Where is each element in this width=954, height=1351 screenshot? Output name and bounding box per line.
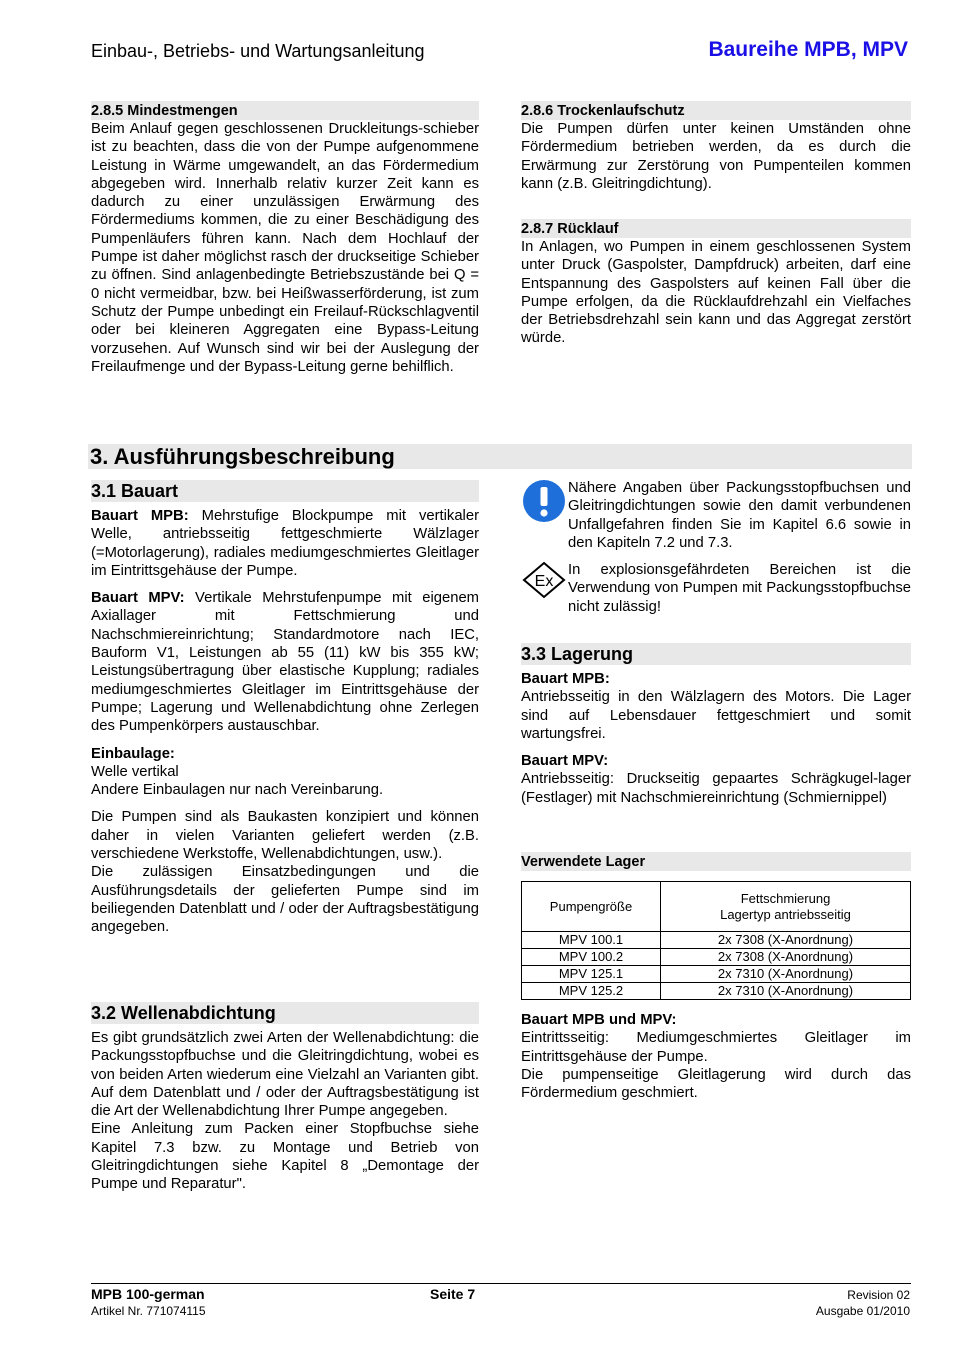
section-3-3 (521, 643, 911, 807)
paragraph-einbaulage (91, 745, 479, 800)
bearings-table (521, 881, 911, 1000)
exclamation-icon (521, 479, 567, 525)
section-heading: 2.8.5 Mindestmengen (91, 101, 479, 120)
text: Eintrittsseitig: Mediumgeschmiertes Gleitlager im Eintrittsgehäuse der Pumpe. (521, 1030, 911, 1065)
header-cell (661, 882, 911, 932)
explosion-protection-icon (521, 561, 567, 607)
paragraph: In Anlagen, wo Pumpen in einem geschlossenen System unter Druck (Gaspolster, Dampfdruck) arbeiten, darf eine Entspannung des Gaspolsters auf keinen Fall über die Pumpe erfolgen, da die Rücklaufdrehzahl ein Vielfaches der Betriebsdrehzahl sein kann und das Aggregat zerstört würde. (521, 239, 911, 347)
table-header-row (522, 882, 911, 932)
section-mpb-mpv (521, 1011, 911, 1102)
text: Mehrstufige Blockpumpe mit vertikaler Welle, antriebsseitig fettgeschmierte Wälzlager (=Motorlagerung), radiales mediumgeschmiertes Gleitlager im Eintrittsgehäuse der Pumpe. (91, 508, 479, 579)
ex-text: In explosionsgefährdeten Bereichen ist die Verwendung von Pumpen mit Packungsstopfbuchse nicht zulässig! (568, 562, 911, 615)
paragraph-mpv (91, 589, 479, 735)
paragraph-mpv (521, 752, 911, 807)
section-heading: Verwendete Lager (521, 852, 911, 871)
section-2-8-5 (91, 101, 479, 376)
label: Bauart MPB: (91, 508, 189, 524)
footer-doc-name: MPB 100-german (91, 1286, 205, 1302)
paragraph-mpb (521, 670, 911, 743)
table-row (522, 932, 911, 949)
label: Bauart MPB: (521, 671, 610, 687)
table-cell: MPV 100.2 (522, 949, 661, 966)
paragraph-mpb (91, 507, 479, 580)
header-line: Lagertyp antriebsseitig (720, 906, 851, 922)
series-title: Baureihe MPB, MPV (708, 38, 908, 61)
paragraph: Es gibt grundsätzlich zwei Arten der Wellenabdichtung: die Packungsstopfbuchse und die Gleitringdichtung, wobei es von beiden Arten wiederum eine Vielzahl an Varianten gibt. Auf dem Datenblatt und / oder der Auftragsbestätigung ist die Art der Wellenabdichtung Ihrer Pumpe angegeben. (91, 1030, 479, 1120)
label: Bauart MPV: (521, 753, 609, 770)
warning-text: Nähere Angaben über Packungsstopfbuchsen und Gleitringdichtungen sowie den damit verbundenen Unfallgefahren finden Sie im Kapitel 6.6 sowie in den Kapiteln 7.2 und 7.3. (568, 480, 911, 551)
header-line: Fettschmierung (740, 890, 831, 906)
table-cell: MPV 100.1 (522, 932, 661, 949)
paragraph: Beim Anlauf gegen geschlossenen Druckleitungs-schieber ist zu beachten, dass die von der Pumpe aufgenommene Leistung in Wärme umgewandelt, an das Fördermedium abgegeben wird. Innerhalb relativ kurzer Zeit kann es dadurch zu einer unzulässigen Erwärmung des Fördermediums kommen, die zu einer Beschädigung des Pumpenläufers führen kann. Nach dem Hochlauf der Pumpe ist daher möglichst rasch der druckseitige Schieber zu öffnen. Sind anlagenbedingte Betriebszustände bei Q = 0 nicht vermeidbar, bzw. bei Heißwasserförderung, ist zum Schutz der Pumpe unbedingt ein Freilauf-Rückschlagventil oder bei kleineren Aggregaten eine Bypass-Leitung vorzusehen. Auf Wunsch sind wir bei der Auslegung der Freilaufmenge und der Bypass-Leitung gerne behilflich. (91, 121, 479, 375)
table-row (522, 983, 911, 1000)
text: Antriebsseitig: Druckseitig gepaartes Schrägkugel-lager (Festlager) mit Nachschmiereinrichtung (Schmiernippel) (521, 771, 911, 806)
section-2-8-7 (521, 219, 911, 348)
text: Antriebsseitig in den Wälzlagern des Motors. Die Lager sind auf Lebensdauer fettgeschmiert und somit wartungsfrei. (521, 689, 911, 742)
section-3-1 (91, 480, 479, 937)
text: Vertikale Mehrstufenpumpe mit eigenem Axiallager mit Fettschmierung und Nachschmiereinrichtung; Standardmotore nach IEC, Bauform V1, Leistungen ab 55 (11) kW bis 355 kW; Leistungsübertragung über elastische Kupplung; radiales mediumgeschmiertes Gleitlager im Eintrittsgehäuse der Pumpe; Lagerung und Wellenabdichtung ohne Zerlegen des Pumpenkörpers austauschbar. (91, 590, 480, 735)
label: Bauart MPB und MPV: (521, 1012, 677, 1028)
label: Einbaulage: (91, 745, 175, 762)
paragraph-bedingungen: Die zulässigen Einsatzbedingungen und die Ausführungsdetails der gelieferten Pumpe sind im beiliegenden Datenblatt und / oder der Auftragsbestätigung angegeben. (91, 864, 479, 936)
table-cell: 2x 7310 (X-Anordnung) (661, 966, 911, 983)
table-cell: MPV 125.1 (522, 966, 661, 983)
warning-note (521, 479, 911, 553)
section-3-2 (91, 1002, 479, 1194)
text: Die pumpenseitige Gleitlagerung wird durch das Fördermedium geschmiert. (521, 1066, 911, 1102)
paragraph-baukasten: Die Pumpen sind als Baukasten konzipiert und können daher in vielen Varianten geliefert werden (z.B. verschiedene Werkstoffe, Wellenabdichtungen, usw.). (91, 809, 479, 863)
table-cell: 2x 7310 (X-Anordnung) (661, 983, 911, 1000)
header-cell: Pumpengröße (522, 882, 661, 932)
paragraph: Eine Anleitung zum Packen einer Stopfbuchse siehe Kapitel 7.3 bzw. zu Montage und Betrieb von Gleitringdichtungen siehe Kapitel 8 „Demontage der Pumpe und Reparatur". (91, 1121, 479, 1193)
section-heading: 2.8.6 Trockenlaufschutz (521, 101, 911, 120)
footer-divider (91, 1283, 911, 1284)
footer-revision: Revision 02 (847, 1288, 910, 1302)
text: Andere Einbaulagen nur nach Vereinbarung. (91, 782, 384, 799)
section-heading: 3.3 Lagerung (521, 643, 911, 665)
text: Welle vertikal (91, 763, 179, 780)
paragraph: Die Pumpen dürfen unter keinen Umständen ohne Fördermedium betrieben werden, da es durch die Erwärmung zur Zerstörung von Pumpenteilen kommen kann (z.B. Gleitringdichtung). (521, 121, 911, 192)
table-cell: 2x 7308 (X-Anordnung) (661, 932, 911, 949)
footer-page-number: Seite 7 (430, 1286, 476, 1302)
ex-note (521, 561, 911, 619)
section-heading: 3.1 Bauart (91, 480, 479, 502)
footer-edition: Ausgabe 01/2010 (815, 1304, 910, 1318)
bearings-section (521, 852, 911, 1000)
section-heading: 2.8.7 Rücklauf (521, 219, 911, 238)
table-cell: MPV 125.2 (522, 983, 661, 1000)
table-row (522, 966, 911, 983)
chapter-heading: 3. Ausführungsbeschreibung (88, 444, 912, 469)
paragraph (521, 1011, 911, 1102)
section-heading: 3.2 Wellenabdichtung (91, 1002, 479, 1024)
footer-article-number: Artikel Nr. 771074115 (91, 1304, 206, 1318)
table-cell: 2x 7308 (X-Anordnung) (661, 949, 911, 966)
section-2-8-6 (521, 101, 911, 193)
document-title: Einbau-, Betriebs- und Wartungsanleitung (91, 41, 425, 61)
label: Bauart MPV: (91, 590, 185, 607)
table-row (522, 949, 911, 966)
ex-symbol-text: Ex (534, 573, 554, 590)
